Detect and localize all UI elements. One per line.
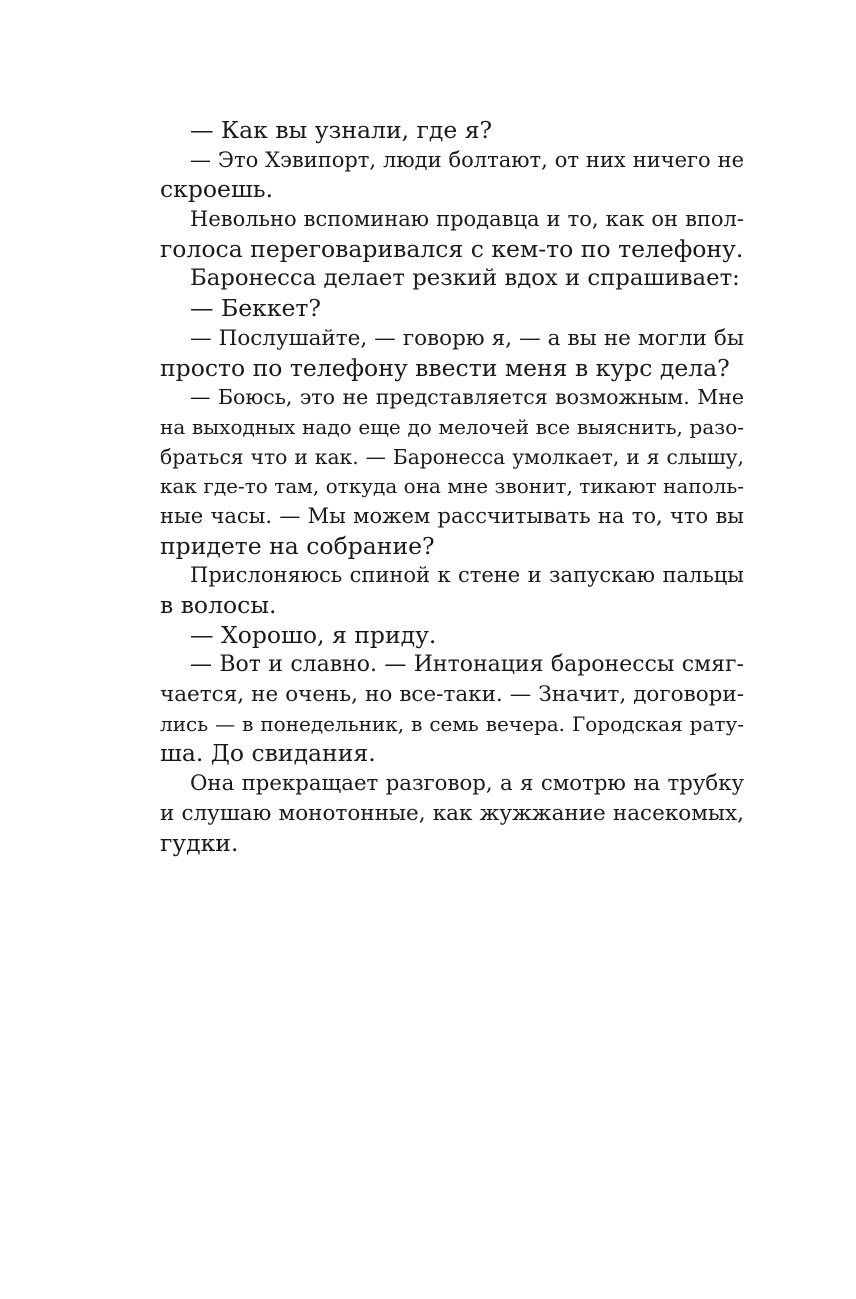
- text-line: скроешь.: [160, 175, 274, 204]
- text-line: на выходных надо еще до мелочей все выяснить, разо-: [160, 414, 744, 439]
- text-line: — Вот и славно. — Интонация баронессы смяг-: [190, 652, 744, 678]
- text-line: Баронесса делает резкий вдох и спрашивает:: [190, 265, 740, 292]
- text-line: гудки.: [160, 828, 239, 857]
- text-line: как где-то там, откуда она мне звонит, тикают наполь-: [160, 474, 744, 499]
- text-line: придете на собрание?: [160, 531, 435, 560]
- text-line: — Это Хэвипорт, люди болтают, от них ничего не: [190, 147, 744, 172]
- text-line: и слушаю монотонные, как жужжание насекомых,: [160, 800, 744, 826]
- text-line: Прислоняюсь спиной к стене и запускаю пальцы: [190, 563, 744, 588]
- text-line: Она прекращает разговор, а я смотрю на трубку: [190, 771, 744, 797]
- text-line: Невольно вспоминаю продавца и то, как он впол-: [190, 207, 744, 232]
- text-line: просто по телефону ввести меня в курс дела?: [160, 353, 730, 382]
- text-line: в волосы.: [160, 591, 277, 619]
- text-line: браться что и как. — Баронесса умолкает, и я слышу,: [160, 444, 744, 469]
- text-line: — Послушайте, — говорю я, — а вы не могли бы: [190, 325, 744, 351]
- text-line: ные часы. — Мы можем рассчитывать на то, что вы: [160, 503, 744, 528]
- text-line: лись — в понедельник, в семь вечера. Городская рату-: [160, 711, 744, 736]
- text-line: — Беккет?: [190, 294, 322, 323]
- text-line: — Боюсь, это не представляется возможным. Мне: [190, 385, 744, 410]
- text-line: — Как вы узнали, где я?: [190, 116, 493, 144]
- text-line: — Хорошо, я приду.: [190, 620, 437, 649]
- body-text: [160, 116, 744, 858]
- text-line: чается, не очень, но все-таки. — Значит, договори-: [160, 682, 744, 708]
- text-line: голоса переговаривался с кем-то по телефону.: [160, 234, 744, 263]
- text-line: ша. До свидания.: [160, 739, 376, 768]
